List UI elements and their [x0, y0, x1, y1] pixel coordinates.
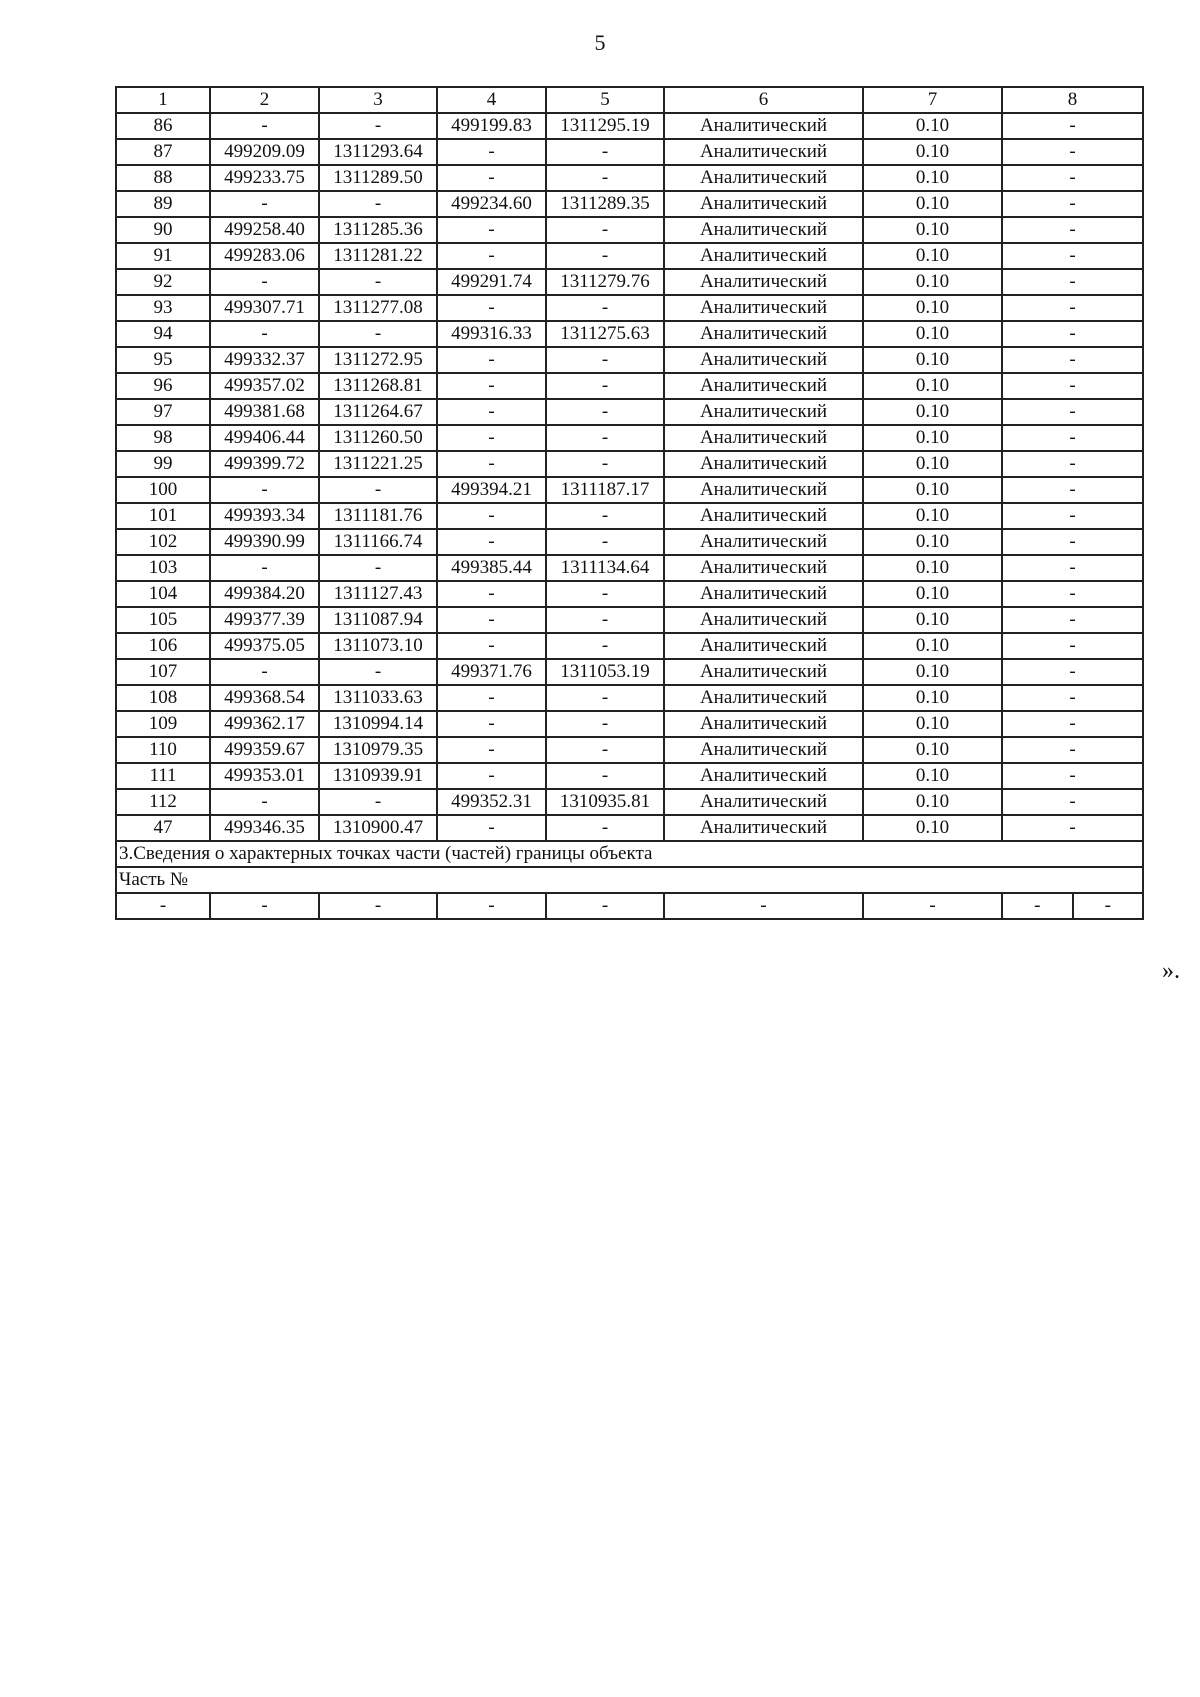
table-cell: - — [546, 607, 664, 633]
table-cell: - — [437, 633, 546, 659]
column-number-1: 1 — [116, 87, 210, 113]
table-cell: 1311134.64 — [546, 555, 664, 581]
table-cell: - — [546, 165, 664, 191]
table-row — [116, 763, 1143, 789]
table-row — [116, 607, 1143, 633]
table-cell: 0.10 — [863, 165, 1002, 191]
table-cell: 0.10 — [863, 243, 1002, 269]
table-cell: 0.10 — [863, 295, 1002, 321]
table-cell: - — [1002, 659, 1143, 685]
table-cell: Аналитический — [664, 789, 863, 815]
empty-part-row — [116, 893, 1143, 919]
column-number-5: 5 — [546, 87, 664, 113]
table-cell: - — [1002, 763, 1143, 789]
table-cell: 0.10 — [863, 815, 1002, 841]
column-number-6: 6 — [664, 87, 863, 113]
table-cell: - — [1002, 165, 1143, 191]
empty-cell: - — [116, 893, 210, 919]
table-cell: 112 — [116, 789, 210, 815]
table-row — [116, 685, 1143, 711]
table-cell: 1311033.63 — [319, 685, 437, 711]
table-cell: 499307.71 — [210, 295, 319, 321]
table-cell: - — [546, 295, 664, 321]
table-cell: - — [437, 373, 546, 399]
table-row — [116, 711, 1143, 737]
table-cell: - — [1002, 529, 1143, 555]
empty-cell: - — [863, 893, 1002, 919]
table-cell: - — [1002, 633, 1143, 659]
table-row — [116, 425, 1143, 451]
table-cell: 499346.35 — [210, 815, 319, 841]
table-cell: - — [437, 581, 546, 607]
table-cell: 91 — [116, 243, 210, 269]
section-title: 3.Сведения о характерных точках части (частей) границы объекта — [116, 841, 1143, 867]
table-cell: 0.10 — [863, 191, 1002, 217]
table-cell: 0.10 — [863, 789, 1002, 815]
table-cell: 1311275.63 — [546, 321, 664, 347]
table-row — [116, 737, 1143, 763]
table-row — [116, 633, 1143, 659]
table-cell: - — [1002, 685, 1143, 711]
table-cell: Аналитический — [664, 399, 863, 425]
table-cell: - — [546, 217, 664, 243]
table-cell: 0.10 — [863, 373, 1002, 399]
table-cell: Аналитический — [664, 191, 863, 217]
table-row — [116, 321, 1143, 347]
table-cell: 1311073.10 — [319, 633, 437, 659]
table-cell: Аналитический — [664, 269, 863, 295]
table-cell: 499233.75 — [210, 165, 319, 191]
table-cell: - — [1002, 113, 1143, 139]
table-cell: 97 — [116, 399, 210, 425]
table-cell: Аналитический — [664, 295, 863, 321]
table-row — [116, 581, 1143, 607]
table-cell: Аналитический — [664, 243, 863, 269]
table-cell: Аналитический — [664, 737, 863, 763]
table-cell: 1311053.19 — [546, 659, 664, 685]
table-cell: - — [546, 763, 664, 789]
table-cell: 1310935.81 — [546, 789, 664, 815]
section-title-row — [116, 841, 1143, 867]
table-cell: 499385.44 — [437, 555, 546, 581]
table-cell: 1311166.74 — [319, 529, 437, 555]
table-cell: 1311272.95 — [319, 347, 437, 373]
table-row — [116, 815, 1143, 841]
table-cell: 499353.01 — [210, 763, 319, 789]
table-cell: 95 — [116, 347, 210, 373]
table-cell: 499362.17 — [210, 711, 319, 737]
table-cell: 0.10 — [863, 269, 1002, 295]
table-header-row — [116, 87, 1143, 113]
table-row — [116, 269, 1143, 295]
table-cell: 1311268.81 — [319, 373, 437, 399]
table-cell: - — [1002, 581, 1143, 607]
table-cell: - — [210, 269, 319, 295]
table-cell: - — [437, 399, 546, 425]
table-cell: - — [546, 737, 664, 763]
table-cell: - — [437, 607, 546, 633]
table-cell: - — [319, 789, 437, 815]
table-cell: 0.10 — [863, 425, 1002, 451]
table-cell: - — [1002, 711, 1143, 737]
table-cell: 499234.60 — [437, 191, 546, 217]
table-cell: 1311264.67 — [319, 399, 437, 425]
table-cell: - — [437, 763, 546, 789]
table-cell: - — [319, 555, 437, 581]
empty-cell — [1002, 893, 1143, 919]
table-cell: - — [1002, 815, 1143, 841]
table-cell: - — [210, 477, 319, 503]
table-cell: 0.10 — [863, 607, 1002, 633]
table-cell: - — [319, 269, 437, 295]
table-cell: - — [1002, 399, 1143, 425]
table-cell: - — [546, 633, 664, 659]
table-cell: - — [546, 503, 664, 529]
table-cell: - — [437, 217, 546, 243]
table-cell: 90 — [116, 217, 210, 243]
table-cell: 499316.33 — [437, 321, 546, 347]
table-cell: - — [546, 815, 664, 841]
table-cell: 94 — [116, 321, 210, 347]
part-label: Часть № — [116, 867, 1143, 893]
table-cell: - — [319, 191, 437, 217]
table-cell: - — [437, 139, 546, 165]
table-cell: 105 — [116, 607, 210, 633]
table-cell: 0.10 — [863, 477, 1002, 503]
table-cell: Аналитический — [664, 555, 863, 581]
table-cell: 1310939.91 — [319, 763, 437, 789]
table-cell: 86 — [116, 113, 210, 139]
table-cell: - — [1002, 191, 1143, 217]
table-cell: Аналитический — [664, 763, 863, 789]
table-cell: 499394.21 — [437, 477, 546, 503]
table-cell: 1311289.50 — [319, 165, 437, 191]
table-cell: 1311295.19 — [546, 113, 664, 139]
table-cell: 499375.05 — [210, 633, 319, 659]
table-cell: - — [546, 373, 664, 399]
table-cell: 47 — [116, 815, 210, 841]
table-cell: 96 — [116, 373, 210, 399]
table-cell: - — [1002, 425, 1143, 451]
table-cell: 499209.09 — [210, 139, 319, 165]
table-cell: - — [437, 165, 546, 191]
table-row — [116, 191, 1143, 217]
table-cell: 1311281.22 — [319, 243, 437, 269]
table-cell: 0.10 — [863, 685, 1002, 711]
table-cell: Аналитический — [664, 347, 863, 373]
table-cell: 499393.34 — [210, 503, 319, 529]
table-cell: Аналитический — [664, 477, 863, 503]
table-row — [116, 529, 1143, 555]
table-cell: 0.10 — [863, 763, 1002, 789]
table-cell: - — [437, 451, 546, 477]
table-cell: 1311127.43 — [319, 581, 437, 607]
table-cell: 1311279.76 — [546, 269, 664, 295]
table-cell: Аналитический — [664, 633, 863, 659]
table-row — [116, 555, 1143, 581]
part-label-row — [116, 867, 1143, 893]
table-cell: - — [437, 737, 546, 763]
table-row — [116, 113, 1143, 139]
table-row — [116, 477, 1143, 503]
table-cell: - — [1002, 139, 1143, 165]
table-cell: 499359.67 — [210, 737, 319, 763]
table-cell: Аналитический — [664, 529, 863, 555]
table-cell: - — [437, 295, 546, 321]
table-cell: - — [1002, 373, 1143, 399]
table-cell: 499291.74 — [437, 269, 546, 295]
table-cell: 1310994.14 — [319, 711, 437, 737]
table-cell: 0.10 — [863, 139, 1002, 165]
table-cell: - — [1002, 243, 1143, 269]
table-row — [116, 139, 1143, 165]
table-cell: 106 — [116, 633, 210, 659]
table-cell: Аналитический — [664, 451, 863, 477]
table-cell: - — [319, 477, 437, 503]
table-cell: 110 — [116, 737, 210, 763]
column-number-4: 4 — [437, 87, 546, 113]
empty-cell: - — [210, 893, 319, 919]
table-cell: - — [1002, 269, 1143, 295]
table-row — [116, 165, 1143, 191]
table-cell: 499258.40 — [210, 217, 319, 243]
empty-cell: - — [664, 893, 863, 919]
table-cell: - — [1002, 789, 1143, 815]
table-row — [116, 217, 1143, 243]
table-cell: - — [546, 243, 664, 269]
table-cell: - — [1002, 607, 1143, 633]
table-cell: 0.10 — [863, 581, 1002, 607]
table-cell: - — [210, 113, 319, 139]
table-cell: 1311277.08 — [319, 295, 437, 321]
table-cell: Аналитический — [664, 165, 863, 191]
table-cell: 1311187.17 — [546, 477, 664, 503]
table-cell: - — [437, 685, 546, 711]
table-cell: 0.10 — [863, 555, 1002, 581]
table-cell: 88 — [116, 165, 210, 191]
empty-cell: - — [437, 893, 546, 919]
table-cell: 499384.20 — [210, 581, 319, 607]
table-cell: 499357.02 — [210, 373, 319, 399]
table-row — [116, 347, 1143, 373]
table-cell: - — [319, 659, 437, 685]
table-cell: 1311260.50 — [319, 425, 437, 451]
table-row — [116, 373, 1143, 399]
column-number-3: 3 — [319, 87, 437, 113]
table-cell: - — [319, 321, 437, 347]
table-cell: Аналитический — [664, 581, 863, 607]
table-cell: 499381.68 — [210, 399, 319, 425]
table-cell: - — [1002, 555, 1143, 581]
table-cell: 1310979.35 — [319, 737, 437, 763]
table-cell: 102 — [116, 529, 210, 555]
table-cell: Аналитический — [664, 113, 863, 139]
table-body — [116, 87, 1143, 919]
table-cell: - — [210, 191, 319, 217]
table-cell: - — [319, 113, 437, 139]
empty-cell: - — [546, 893, 664, 919]
table-cell: 1311181.76 — [319, 503, 437, 529]
table-cell: 0.10 — [863, 451, 1002, 477]
empty-cell: - — [319, 893, 437, 919]
table-row — [116, 659, 1143, 685]
table-cell: - — [210, 321, 319, 347]
table-cell: 0.10 — [863, 529, 1002, 555]
table-cell: 1311221.25 — [319, 451, 437, 477]
table-cell: 103 — [116, 555, 210, 581]
table-cell: 107 — [116, 659, 210, 685]
column-number-8: 8 — [1002, 87, 1143, 113]
column-number-7: 7 — [863, 87, 1002, 113]
table-row — [116, 243, 1143, 269]
table-cell: 499368.54 — [210, 685, 319, 711]
table-cell: 499390.99 — [210, 529, 319, 555]
table-cell: - — [546, 347, 664, 373]
table-cell: 0.10 — [863, 659, 1002, 685]
table-cell: Аналитический — [664, 815, 863, 841]
table-cell: - — [546, 529, 664, 555]
table-cell: Аналитический — [664, 711, 863, 737]
table-cell: 499199.83 — [437, 113, 546, 139]
table-cell: - — [210, 659, 319, 685]
table-cell: - — [437, 529, 546, 555]
table-cell: - — [546, 139, 664, 165]
table-cell: - — [546, 581, 664, 607]
table-cell: Аналитический — [664, 139, 863, 165]
table-cell: 499399.72 — [210, 451, 319, 477]
table-cell: Аналитический — [664, 503, 863, 529]
table-cell: 1310900.47 — [319, 815, 437, 841]
table-cell: 499352.31 — [437, 789, 546, 815]
table-cell: 1311289.35 — [546, 191, 664, 217]
table-cell: 0.10 — [863, 711, 1002, 737]
table-cell: - — [1002, 321, 1143, 347]
table-cell: Аналитический — [664, 425, 863, 451]
table-cell: Аналитический — [664, 607, 863, 633]
table-cell: 499406.44 — [210, 425, 319, 451]
table-cell: 111 — [116, 763, 210, 789]
table-cell: 499371.76 — [437, 659, 546, 685]
table-cell: - — [1002, 295, 1143, 321]
table-cell: 99 — [116, 451, 210, 477]
table-cell: - — [1002, 477, 1143, 503]
table-row — [116, 399, 1143, 425]
table-row — [116, 295, 1143, 321]
table-cell: - — [546, 711, 664, 737]
table-cell: 1311285.36 — [319, 217, 437, 243]
empty-cell: - — [1104, 895, 1111, 916]
table-cell: 0.10 — [863, 633, 1002, 659]
table-row — [116, 503, 1143, 529]
table-cell: - — [437, 243, 546, 269]
table-cell: 1311293.64 — [319, 139, 437, 165]
table-cell: Аналитический — [664, 659, 863, 685]
table-cell: 89 — [116, 191, 210, 217]
table-cell: 93 — [116, 295, 210, 321]
table-cell: Аналитический — [664, 321, 863, 347]
table-cell: 98 — [116, 425, 210, 451]
table-row — [116, 451, 1143, 477]
table-cell: 104 — [116, 581, 210, 607]
split-cell — [1003, 894, 1142, 918]
table-cell: - — [437, 503, 546, 529]
table-cell: 499283.06 — [210, 243, 319, 269]
table-cell: 0.10 — [863, 399, 1002, 425]
table-cell: 0.10 — [863, 737, 1002, 763]
table-cell: Аналитический — [664, 217, 863, 243]
table-cell: - — [1002, 347, 1143, 373]
table-cell: - — [1002, 217, 1143, 243]
empty-cell: - — [1003, 894, 1074, 918]
table-cell: - — [210, 789, 319, 815]
table-cell: - — [437, 347, 546, 373]
table-cell: 499377.39 — [210, 607, 319, 633]
table-cell: 499332.37 — [210, 347, 319, 373]
table-cell: Аналитический — [664, 685, 863, 711]
table-cell: 0.10 — [863, 347, 1002, 373]
table-cell: 100 — [116, 477, 210, 503]
table-cell: 1311087.94 — [319, 607, 437, 633]
table-cell: - — [546, 685, 664, 711]
table-cell: - — [1002, 503, 1143, 529]
table-cell: - — [437, 711, 546, 737]
table-cell: - — [1002, 451, 1143, 477]
table-cell: - — [546, 399, 664, 425]
table-cell: Аналитический — [664, 373, 863, 399]
table-cell: 109 — [116, 711, 210, 737]
table-cell: 101 — [116, 503, 210, 529]
column-number-2: 2 — [210, 87, 319, 113]
table-cell: 0.10 — [863, 321, 1002, 347]
table-cell: 108 — [116, 685, 210, 711]
table-cell: 0.10 — [863, 217, 1002, 243]
closing-quote: ». — [1162, 958, 1180, 984]
table-row — [116, 789, 1143, 815]
table-cell: - — [546, 425, 664, 451]
table-cell: - — [437, 425, 546, 451]
coordinates-table — [115, 86, 1144, 920]
table-cell: 0.10 — [863, 113, 1002, 139]
table-cell: - — [210, 555, 319, 581]
page-number: 5 — [594, 30, 606, 55]
table-cell: 0.10 — [863, 503, 1002, 529]
table-cell: - — [546, 451, 664, 477]
table-cell: 87 — [116, 139, 210, 165]
table-cell: - — [1002, 737, 1143, 763]
table-cell: 92 — [116, 269, 210, 295]
table-cell: - — [437, 815, 546, 841]
